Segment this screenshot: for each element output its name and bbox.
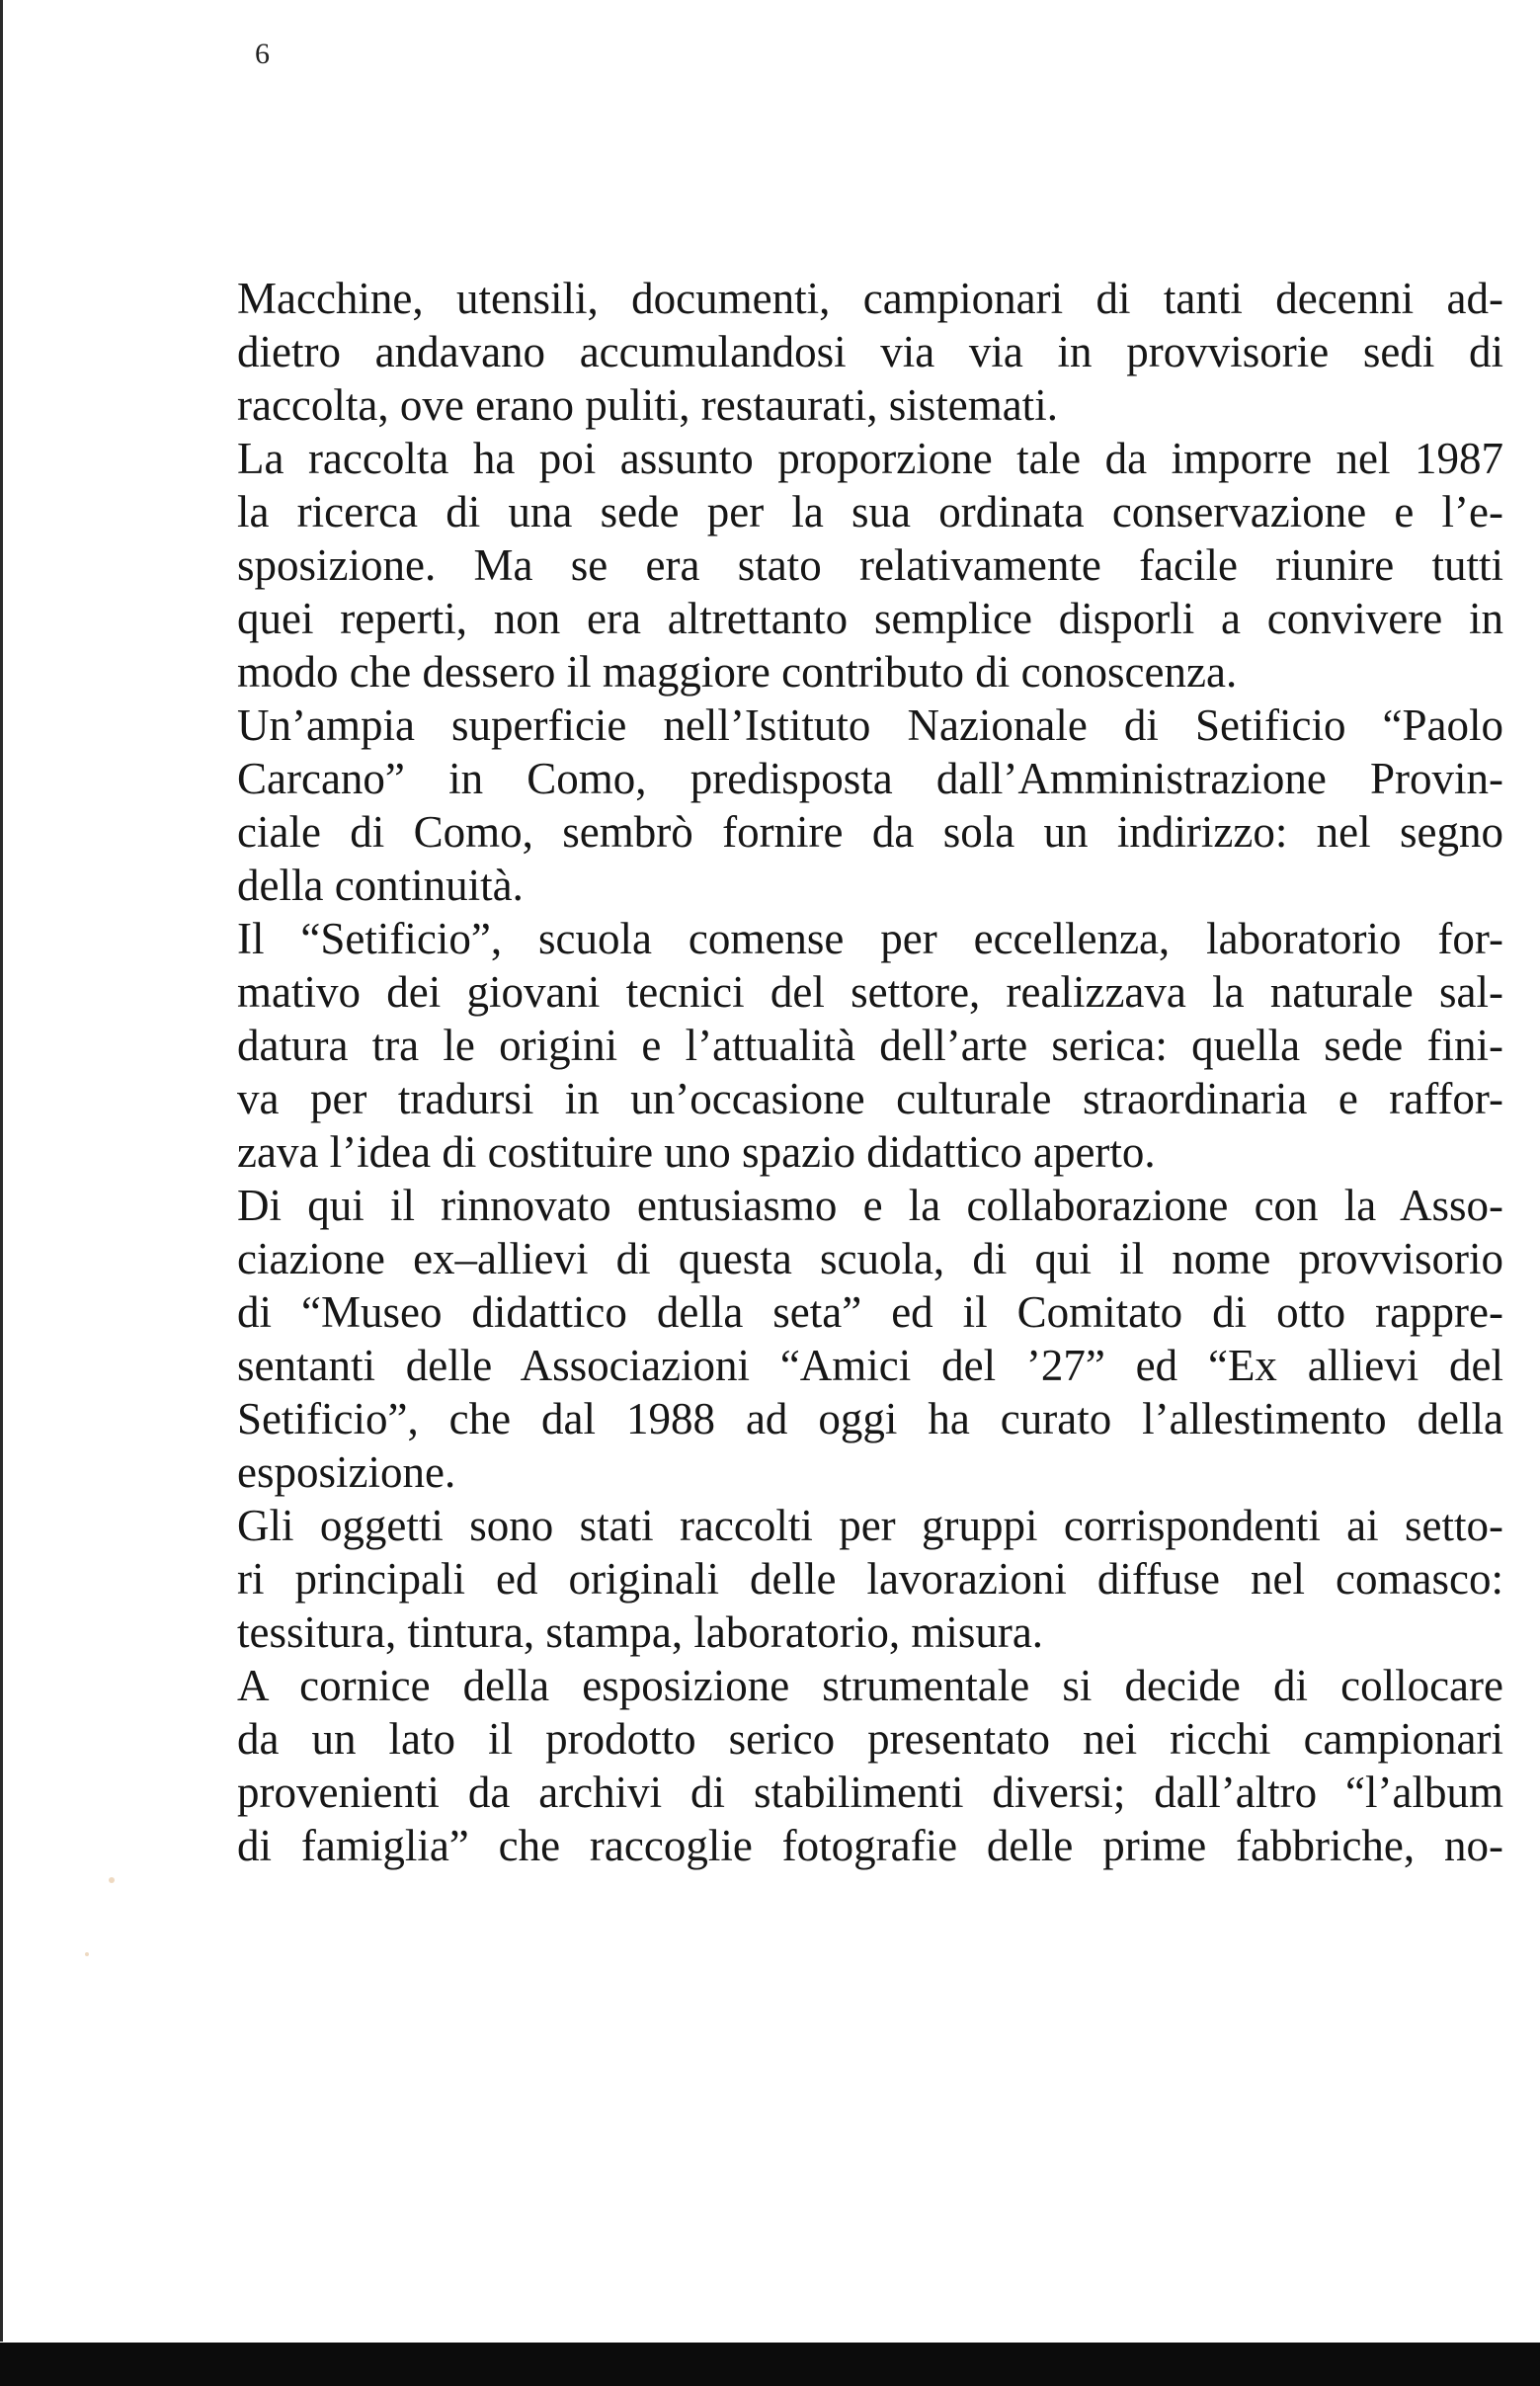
text-line: zava l’idea di costituire uno spazio didattico aperto. (237, 1127, 1156, 1177)
text-line: Un’ampia superficie nell’Istituto Nazionale di Setificio “Paolo (237, 700, 1503, 750)
scan-left-edge (0, 0, 3, 2342)
paragraph-1 (237, 272, 1503, 432)
text-line: della continuità. (237, 861, 524, 910)
paragraph-6 (237, 1499, 1503, 1659)
text-line: va per tradursi in un’occasione culturale straordinaria e raffor- (237, 1074, 1503, 1123)
text-line: da un lato il prodotto serico presentato nei ricchi campionari (237, 1714, 1503, 1764)
paragraph-5 (237, 1179, 1503, 1499)
text-line: modo che dessero il maggiore contributo di conoscenza. (237, 647, 1238, 697)
paragraph-3 (237, 699, 1503, 912)
text-line: Di qui il rinnovato entusiasmo e la collaborazione con la Asso- (237, 1181, 1503, 1230)
text-line: La raccolta ha poi assunto proporzione tale da imporre nel 1987 (237, 434, 1503, 483)
paper-speck (85, 1952, 89, 1956)
text-line: la ricerca di una sede per la sua ordinata conservazione e l’e- (237, 487, 1503, 536)
text-line: provenienti da archivi di stabilimenti diversi; dall’altro “l’album (237, 1768, 1503, 1817)
text-line: di “Museo didattico della seta” ed il Comitato di otto rappre- (237, 1287, 1503, 1337)
text-line: quei reperti, non era altrettanto semplice disporli a convivere in (237, 594, 1503, 643)
text-line: ciazione ex–allievi di questa scuola, di qui il nome provvisorio (237, 1234, 1503, 1283)
text-line: sposizione. Ma se era stato relativamente facile riunire tutti (237, 540, 1503, 590)
text-line: A cornice della esposizione strumentale si decide di collocare (237, 1661, 1503, 1710)
text-line: Macchine, utensili, documenti, campionari di tanti decenni ad- (237, 274, 1503, 323)
text-line: di famiglia” che raccoglie fotografie delle prime fabbriche, no- (237, 1821, 1503, 1870)
page-number: 6 (255, 38, 270, 70)
text-line: Carcano” in Como, predisposta dall’Amministrazione Provin- (237, 754, 1503, 803)
text-line: Il “Setificio”, scuola comense per eccellenza, laboratorio for- (237, 914, 1503, 963)
text-line: tessitura, tintura, stampa, laboratorio, misura. (237, 1607, 1044, 1657)
text-line: sentanti delle Associazioni “Amici del ’27” ed “Ex allievi del (237, 1341, 1503, 1390)
text-line: ciale di Como, sembrò fornire da sola un indirizzo: nel segno (237, 807, 1503, 857)
text-line: datura tra le origini e l’attualità dell’arte serica: quella sede fini- (237, 1021, 1503, 1070)
text-line: mativo dei giovani tecnici del settore, realizzava la naturale sal- (237, 967, 1503, 1017)
paragraph-7 (237, 1659, 1503, 1872)
text-line: esposizione. (237, 1447, 456, 1497)
text-line: ri principali ed originali delle lavorazioni diffuse nel comasco: (237, 1554, 1503, 1604)
text-line: Gli oggetti sono stati raccolti per gruppi corrispondenti ai setto- (237, 1501, 1503, 1550)
paragraph-4 (237, 912, 1503, 1179)
text-line: dietro andavano accumulandosi via via in provvisorie sedi di (237, 327, 1503, 376)
paragraph-2 (237, 432, 1503, 699)
body-text (237, 272, 1503, 1872)
text-line: raccolta, ove erano puliti, restaurati, sistemati. (237, 380, 1058, 430)
scan-bottom-edge (0, 2343, 1540, 2386)
paper-speck (109, 1877, 115, 1883)
text-line: Setificio”, che dal 1988 ad oggi ha curato l’allestimento della (237, 1394, 1503, 1443)
